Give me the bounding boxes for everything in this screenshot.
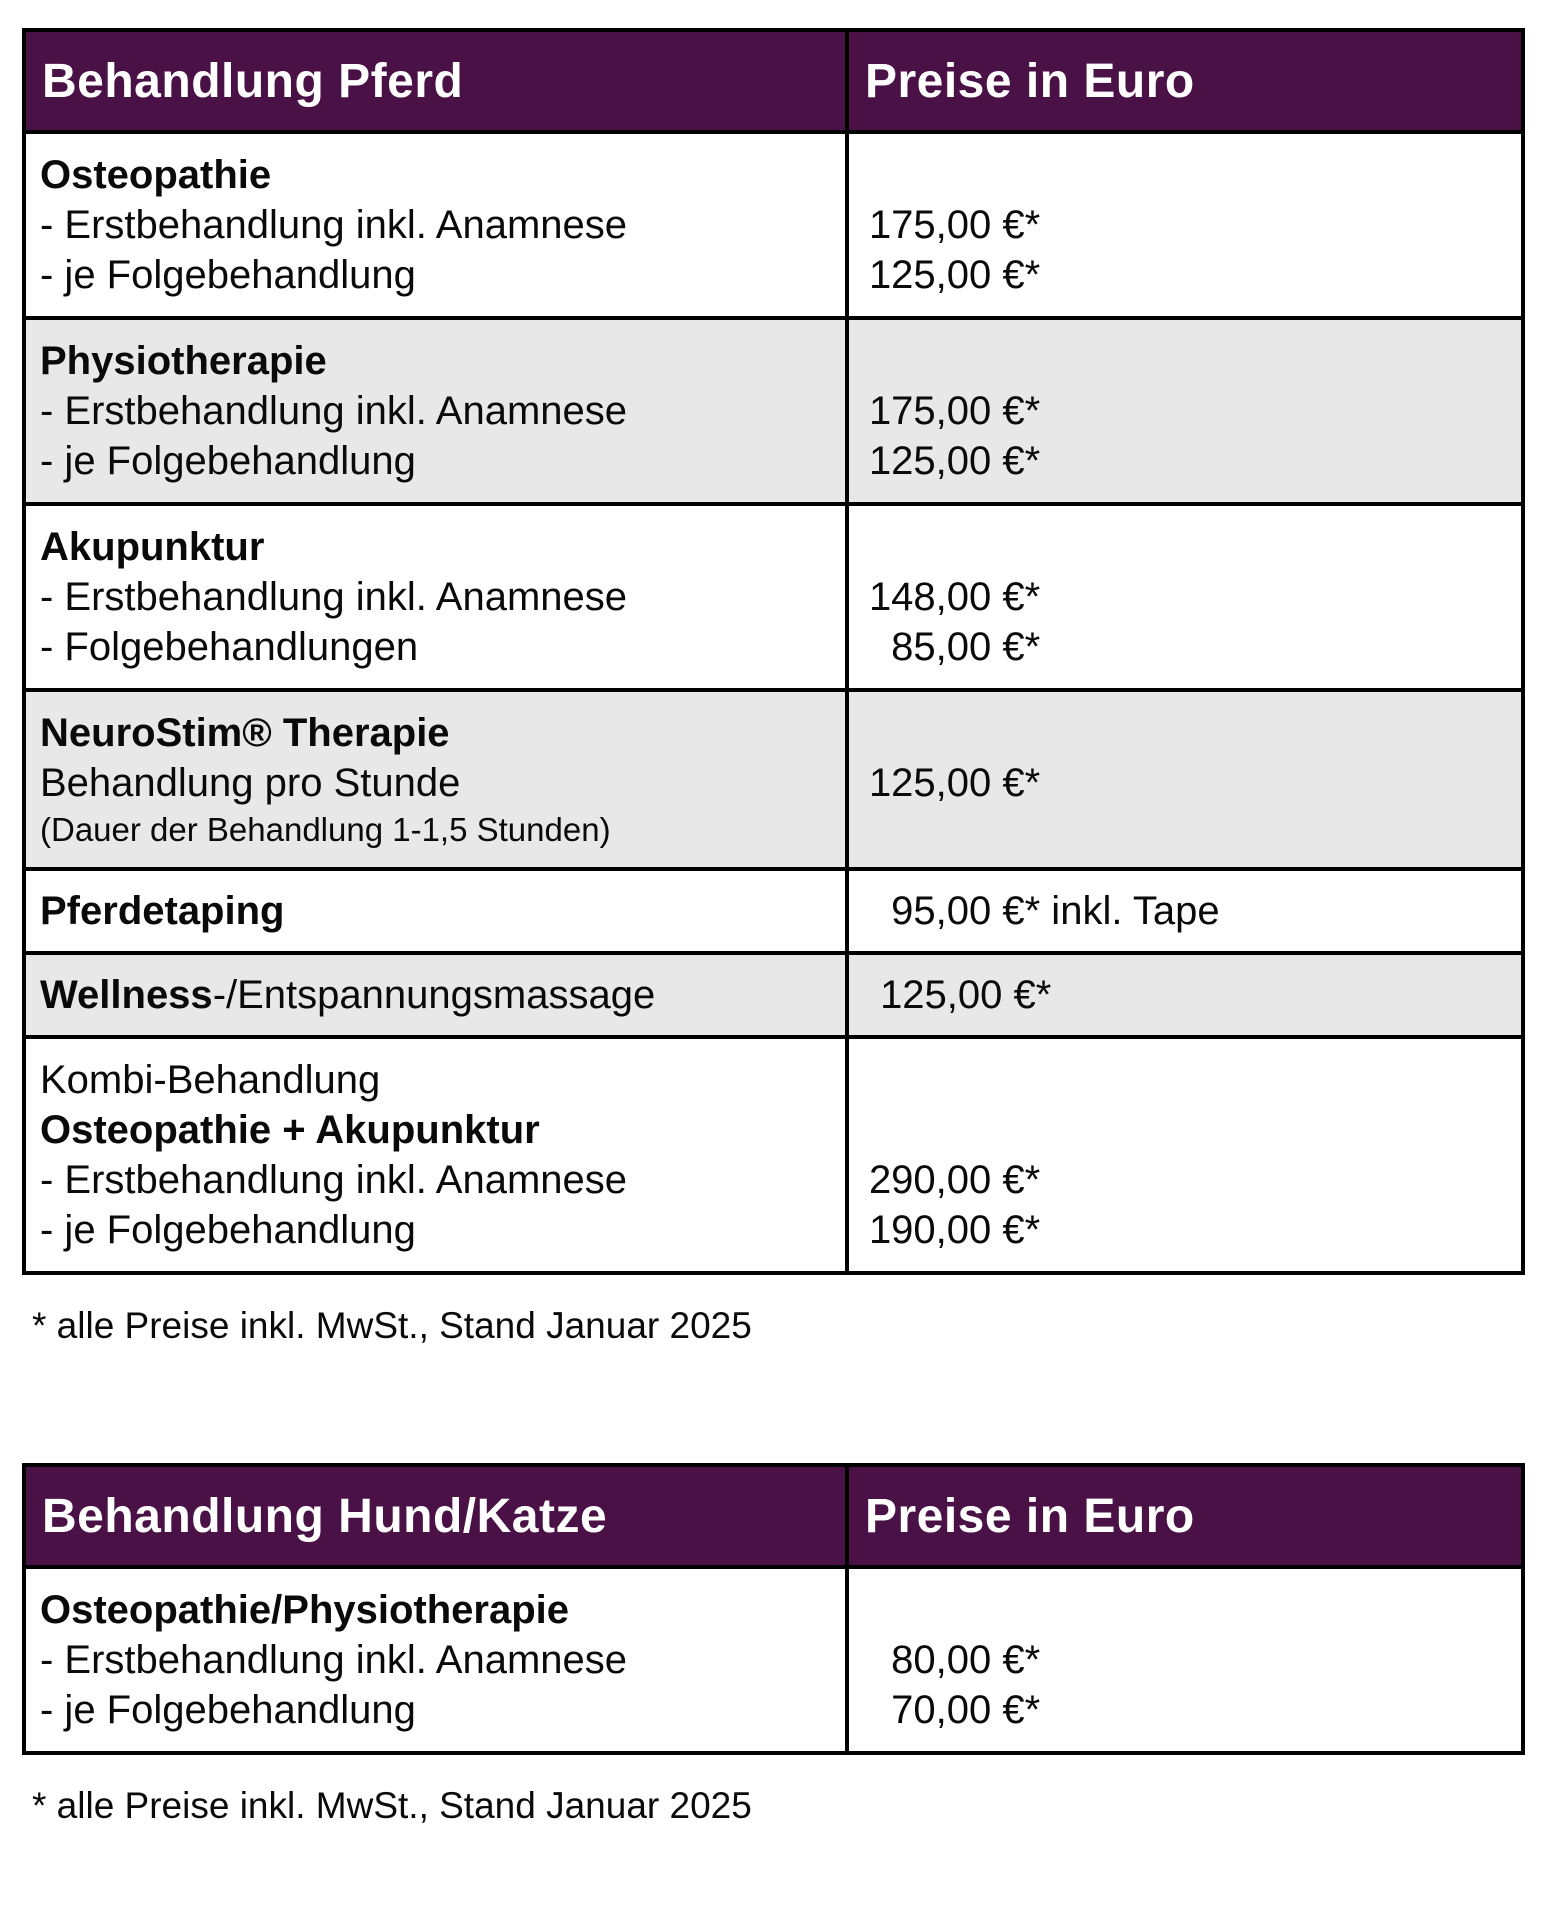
osteo-physio-title: Osteopathie/Physiotherapie: [40, 1588, 570, 1632]
pferd-header-service: Behandlung Pferd: [24, 30, 847, 132]
kombi-line-folgebehandlung: - je Folgebehandlung: [40, 1208, 416, 1252]
neurostim-service-cell: [24, 690, 847, 869]
row-kombi: [24, 1037, 1523, 1273]
pferd-header-row: [24, 30, 1523, 132]
neurostim-price: 125,00 €*: [868, 761, 1041, 805]
akupunktur-line-erstbehandlung: - Erstbehandlung inkl. Anamnese: [40, 575, 628, 619]
neurostim-line-pro-stunde: Behandlung pro Stunde: [40, 761, 461, 805]
wellness-service-cell: [24, 953, 847, 1037]
hund-header-price: Preise in Euro: [847, 1465, 1523, 1567]
row-neurostim: [24, 690, 1523, 869]
physiotherapie-title: Physiotherapie: [40, 339, 327, 383]
pferdetaping-price: 95,00 €* inkl. Tape: [868, 889, 1220, 933]
spacer-line: [869, 522, 1511, 572]
pferdetaping-price-cell: [847, 869, 1523, 953]
spacer-line: [869, 150, 1511, 200]
physiotherapie-service-cell: [24, 318, 847, 504]
table-gap: [22, 1351, 1525, 1463]
row-physiotherapie: [24, 318, 1523, 504]
kombi-title: Osteopathie + Akupunktur: [40, 1108, 540, 1152]
neurostim-price-cell: [847, 690, 1523, 869]
osteopathie-price-folgebehandlung: 125,00 €*: [868, 253, 1041, 297]
osteopathie-price-erstbehandlung: 175,00 €*: [868, 203, 1041, 247]
pferdetaping-title: Pferdetaping: [40, 889, 285, 933]
kombi-price-cell: [847, 1037, 1523, 1273]
physiotherapie-line-erstbehandlung: - Erstbehandlung inkl. Anamnese: [40, 389, 628, 433]
wellness-title: [40, 970, 835, 1020]
neurostim-title: NeuroStim® Therapie: [40, 711, 450, 755]
osteo-physio-price-erstbehandlung: 80,00 €*: [868, 1638, 1041, 1682]
hund-header-service: Behandlung Hund/Katze: [24, 1465, 847, 1567]
physiotherapie-price-folgebehandlung: 125,00 €*: [868, 439, 1041, 483]
hund-katze-price-table: [22, 1463, 1525, 1755]
osteo-physio-price-folgebehandlung: 70,00 €*: [868, 1688, 1041, 1732]
akupunktur-price-cell: [847, 504, 1523, 690]
osteopathie-line-erstbehandlung: - Erstbehandlung inkl. Anamnese: [40, 203, 628, 247]
row-wellness: [24, 953, 1523, 1037]
osteo-physio-line-folgebehandlung: - je Folgebehandlung: [40, 1688, 416, 1732]
pferdetaping-service-cell: [24, 869, 847, 953]
pferd-footnote: * alle Preise inkl. MwSt., Stand Januar 2025: [32, 1305, 752, 1346]
spacer-line: [869, 1055, 1511, 1105]
physiotherapie-price-erstbehandlung: 175,00 €*: [868, 389, 1041, 433]
akupunktur-price-erstbehandlung: 148,00 €*: [868, 575, 1041, 619]
wellness-title-rest: -/Entspannungsmassage: [212, 973, 656, 1017]
kombi-service-cell: [24, 1037, 847, 1273]
row-pferdetaping: [24, 869, 1523, 953]
kombi-line-erstbehandlung: - Erstbehandlung inkl. Anamnese: [40, 1158, 628, 1202]
spacer-line: [869, 1105, 1511, 1155]
osteopathie-price-cell: [847, 132, 1523, 318]
wellness-price: 125,00 €*: [868, 973, 1052, 1017]
physiotherapie-line-folgebehandlung: - je Folgebehandlung: [40, 439, 416, 483]
hund-header-row: [24, 1465, 1523, 1567]
row-akupunktur: [24, 504, 1523, 690]
hund-footnote: * alle Preise inkl. MwSt., Stand Januar 2025: [32, 1785, 752, 1826]
spacer-line: [869, 1585, 1511, 1635]
neurostim-line-dauer: (Dauer der Behandlung 1-1,5 Stunden): [40, 811, 611, 848]
spacer-line: [869, 708, 1511, 758]
row-osteopathie: [24, 132, 1523, 318]
osteopathie-line-folgebehandlung: - je Folgebehandlung: [40, 253, 416, 297]
osteopathie-title: Osteopathie: [40, 153, 272, 197]
kombi-line-kombi-behandlung: Kombi-Behandlung: [40, 1058, 381, 1102]
kombi-price-erstbehandlung: 290,00 €*: [868, 1158, 1041, 1202]
wellness-title-bold: Wellness: [40, 973, 213, 1017]
physiotherapie-price-cell: [847, 318, 1523, 504]
osteopathie-service-cell: [24, 132, 847, 318]
kombi-price-folgebehandlung: 190,00 €*: [868, 1208, 1041, 1252]
akupunktur-title: Akupunktur: [40, 525, 265, 569]
osteo-physio-service-cell: [24, 1567, 847, 1753]
osteo-physio-line-erstbehandlung: - Erstbehandlung inkl. Anamnese: [40, 1638, 628, 1682]
osteo-physio-price-cell: [847, 1567, 1523, 1753]
akupunktur-price-folgebehandlungen: 85,00 €*: [868, 625, 1041, 669]
row-osteo-physio-hund: [24, 1567, 1523, 1753]
wellness-price-cell: [847, 953, 1523, 1037]
akupunktur-service-cell: [24, 504, 847, 690]
pferd-price-table: [22, 28, 1525, 1275]
pferd-header-price: Preise in Euro: [847, 30, 1523, 132]
akupunktur-line-folgebehandlungen: - Folgebehandlungen: [40, 625, 419, 669]
spacer-line: [869, 336, 1511, 386]
